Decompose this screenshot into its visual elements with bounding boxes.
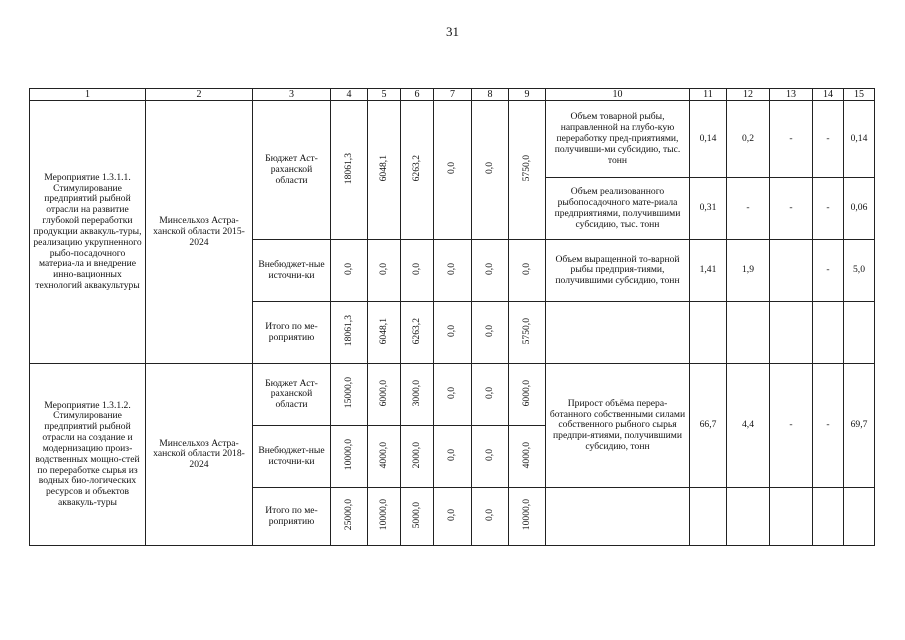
empty-cell [844,488,875,546]
value-cell: 6263,2 [401,101,434,240]
empty-cell [813,302,844,364]
value-cell: 0,0 [472,488,509,546]
value-cell: 6048,1 [368,101,401,240]
indicator-name: Объем реализованного рыбопосадочного мате-риала предприятиями, получившими субсидию, тыс. тонн [546,178,690,240]
indicator-value: - [813,178,844,240]
value-cell: 18061,3 [331,302,368,364]
header-cell: 4 [331,89,368,101]
value-cell: 5750,0 [509,101,546,240]
empty-cell [727,488,770,546]
indicator-value: 1,9 [727,240,770,302]
value-cell: 15000,0 [331,364,368,426]
header-cell: 12 [727,89,770,101]
funding-source: Бюджет Аст-раханской области [253,364,331,426]
value-cell: 0,0 [368,240,401,302]
indicator-value: 5,0 [844,240,875,302]
value-cell: 0,0 [472,101,509,240]
indicator-value: 66,7 [690,364,727,488]
header-cell: 10 [546,89,690,101]
funding-source: Итого по ме-роприятию [253,488,331,546]
indicator-value: - [813,240,844,302]
indicator-value: 0,14 [844,101,875,178]
value-cell: 10000,0 [368,488,401,546]
funding-source: Внебюджет-ные источни-ки [253,426,331,488]
empty-cell [770,302,813,364]
value-cell: 6263,2 [401,302,434,364]
value-cell: 2000,0 [401,426,434,488]
value-cell: 0,0 [434,364,472,426]
measure-name: Мероприятие 1.3.1.2. Стимулирование предприятий рыбной отрасли на создание и модернизацию произ-водственных мощно-стей по переработке сырья из водных био-логических ресурсов и объектов аквакуль-туры [30,364,146,546]
indicator-name: Объем товарной рыбы, направленной на глубо-кую переработку пред-приятиями, получивши-ми субсидию, тыс. тонн [546,101,690,178]
indicator-value: - [813,101,844,178]
program-table [29,88,875,546]
value-cell: 0,0 [434,426,472,488]
indicator-value: 0,14 [690,101,727,178]
value-cell: 0,0 [509,240,546,302]
page-number: 31 [446,24,459,39]
value-cell: 4000,0 [368,426,401,488]
indicator-name: Объем выращенной то-варной рыбы предприя-тиями, получившими субсидию, тонн [546,240,690,302]
header-cell: 5 [368,89,401,101]
empty-cell [770,488,813,546]
value-cell: 0,0 [472,364,509,426]
header-cell: 15 [844,89,875,101]
header-cell: 9 [509,89,546,101]
value-cell: 10000,0 [509,488,546,546]
value-cell: 0,0 [401,240,434,302]
executor-cell: Минсельхоз Астра-ханской области 2018-2024 [146,364,253,546]
value-cell: 18061,3 [331,101,368,240]
indicator-value: 4,4 [727,364,770,488]
empty-cell [546,302,690,364]
empty-cell [844,302,875,364]
header-row [30,89,875,101]
header-cell: 6 [401,89,434,101]
value-cell: 5000,0 [401,488,434,546]
empty-cell [546,488,690,546]
indicator-value: 0,2 [727,101,770,178]
measure-name: Мероприятие 1.3.1.1. Стимулирование предприятий рыбной отрасли на развитие глубокой переработки продукции аквакуль-туры, реализацию укрупненного рыбо-посадочного материа-ла и внедрение инно-вационных технологий аквакультуры [30,101,146,364]
header-cell: 3 [253,89,331,101]
value-cell: 0,0 [434,240,472,302]
value-cell: 6000,0 [368,364,401,426]
indicator-value: 0,31 [690,178,727,240]
indicator-value: 69,7 [844,364,875,488]
funding-source: Итого по ме-роприятию [253,302,331,364]
value-cell: 0,0 [472,426,509,488]
value-cell: 10000,0 [331,426,368,488]
indicator-value: - [770,364,813,488]
value-cell: 25000,0 [331,488,368,546]
indicator-value: - [770,101,813,178]
header-cell: 11 [690,89,727,101]
header-cell: 13 [770,89,813,101]
value-cell: 0,0 [434,488,472,546]
value-cell: 5750,0 [509,302,546,364]
funding-source: Бюджет Аст-раханской области [253,101,331,240]
value-cell: 6048,1 [368,302,401,364]
indicator-value: - [727,178,770,240]
indicator-value: 0,06 [844,178,875,240]
header-cell: 14 [813,89,844,101]
indicator-value [770,240,813,302]
funding-source: Внебюджет-ные источни-ки [253,240,331,302]
indicator-value: - [770,178,813,240]
empty-cell [727,302,770,364]
value-cell: 6000,0 [509,364,546,426]
empty-cell [690,488,727,546]
header-cell: 1 [30,89,146,101]
executor-cell: Минсельхоз Астра-ханской области 2015-2024 [146,101,253,364]
header-cell: 7 [434,89,472,101]
value-cell: 3000,0 [401,364,434,426]
table-row [30,364,875,426]
value-cell: 0,0 [472,302,509,364]
indicator-value: 1,41 [690,240,727,302]
indicator-name: Прирост объёма перера-ботанного собственными силами собственного рыбного сырья предпри-ятиями, получившими субсидию, тонн [546,364,690,488]
value-cell: 0,0 [434,101,472,240]
value-cell: 0,0 [434,302,472,364]
header-cell: 2 [146,89,253,101]
indicator-value: - [813,364,844,488]
value-cell: 4000,0 [509,426,546,488]
empty-cell [813,488,844,546]
value-cell: 0,0 [472,240,509,302]
value-cell: 0,0 [331,240,368,302]
table-row [30,101,875,178]
empty-cell [690,302,727,364]
header-cell: 8 [472,89,509,101]
